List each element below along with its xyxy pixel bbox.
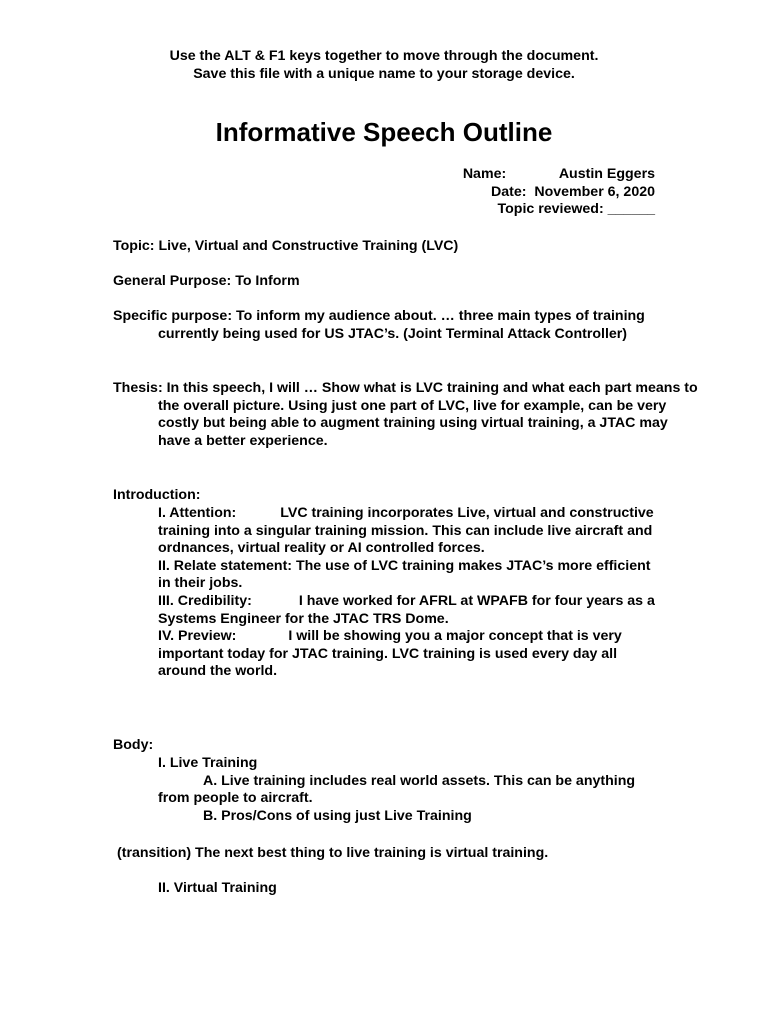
introduction-items: [113, 505, 658, 681]
date-label: Date:: [490, 183, 527, 200]
live-training-heading: I. Live Training: [158, 755, 258, 771]
body-heading: Body:: [113, 737, 154, 753]
name-label: Name:: [462, 166, 507, 182]
date-value: November 6, 2020: [534, 183, 655, 200]
live-training-point-b: B. Pros/Cons of using just Live Training: [203, 807, 472, 824]
document-title: Informative Speech Outline: [215, 117, 553, 147]
thesis-paragraph: Thesis: In this speech, I will … Show what is LVC training and what each part means to the overall picture. Using just one part of LVC, live for example, can be very costly but being able to augment training using virtual training, a JTAC may have a better experience.: [113, 380, 698, 449]
transition-line: (transition) The next best thing to live training is virtual training.: [117, 845, 549, 861]
instructions: [0, 47, 768, 83]
live-training-point-a: A. Live training includes real world assets. This can be anything from people to aircraft.: [158, 772, 636, 807]
preview-item: [113, 628, 658, 681]
instruction-line-1: Use the ALT & F1 keys together to move through the document.: [169, 48, 599, 64]
preview-label: IV. Preview:: [158, 628, 237, 645]
body-items: [113, 755, 658, 825]
topic-reviewed-label: Topic reviewed:: [497, 201, 604, 218]
specific-purpose-paragraph: Specific purpose: To inform my audience about. … three main types of training currently being used for US JTAC’s. (Joint Terminal Attack Controller): [113, 308, 645, 342]
instruction-line-2: Save this file with a unique name to your storage device.: [193, 66, 575, 82]
name-row: [463, 166, 655, 184]
student-info: [463, 166, 655, 219]
credibility-label: III. Credibility:: [158, 592, 252, 609]
attention-text: LVC training incorporates Live, virtual and constructive training into a singular training mission. This can include live aircraft and ordnances, virtual reality or AI controlled forces.: [158, 505, 654, 557]
credibility-text: I have worked for AFRL at WPAFB for four years as a Systems Engineer for the JTAC TRS Dome.: [158, 592, 655, 627]
topic-line: Topic: Live, Virtual and Constructive Training (LVC): [113, 238, 459, 254]
topic-reviewed-row: [463, 201, 655, 219]
attention-item: [113, 505, 658, 558]
preview-text: I will be showing you a major concept that is very important today for JTAC training. LVC training is used every day all around the world.: [158, 628, 622, 680]
date-row: [463, 184, 655, 202]
relate-item: II. Relate statement: The use of LVC training makes JTAC’s more efficient in their jobs.: [158, 557, 651, 592]
credibility-item: [113, 593, 658, 628]
name-value: Austin Eggers: [558, 166, 655, 182]
general-purpose-line: General Purpose: To Inform: [113, 273, 300, 289]
introduction-heading: Introduction:: [113, 487, 201, 503]
attention-label: I. Attention:: [158, 505, 237, 521]
virtual-training-heading: II. Virtual Training: [158, 880, 277, 896]
topic-reviewed-value: ______: [607, 201, 655, 218]
